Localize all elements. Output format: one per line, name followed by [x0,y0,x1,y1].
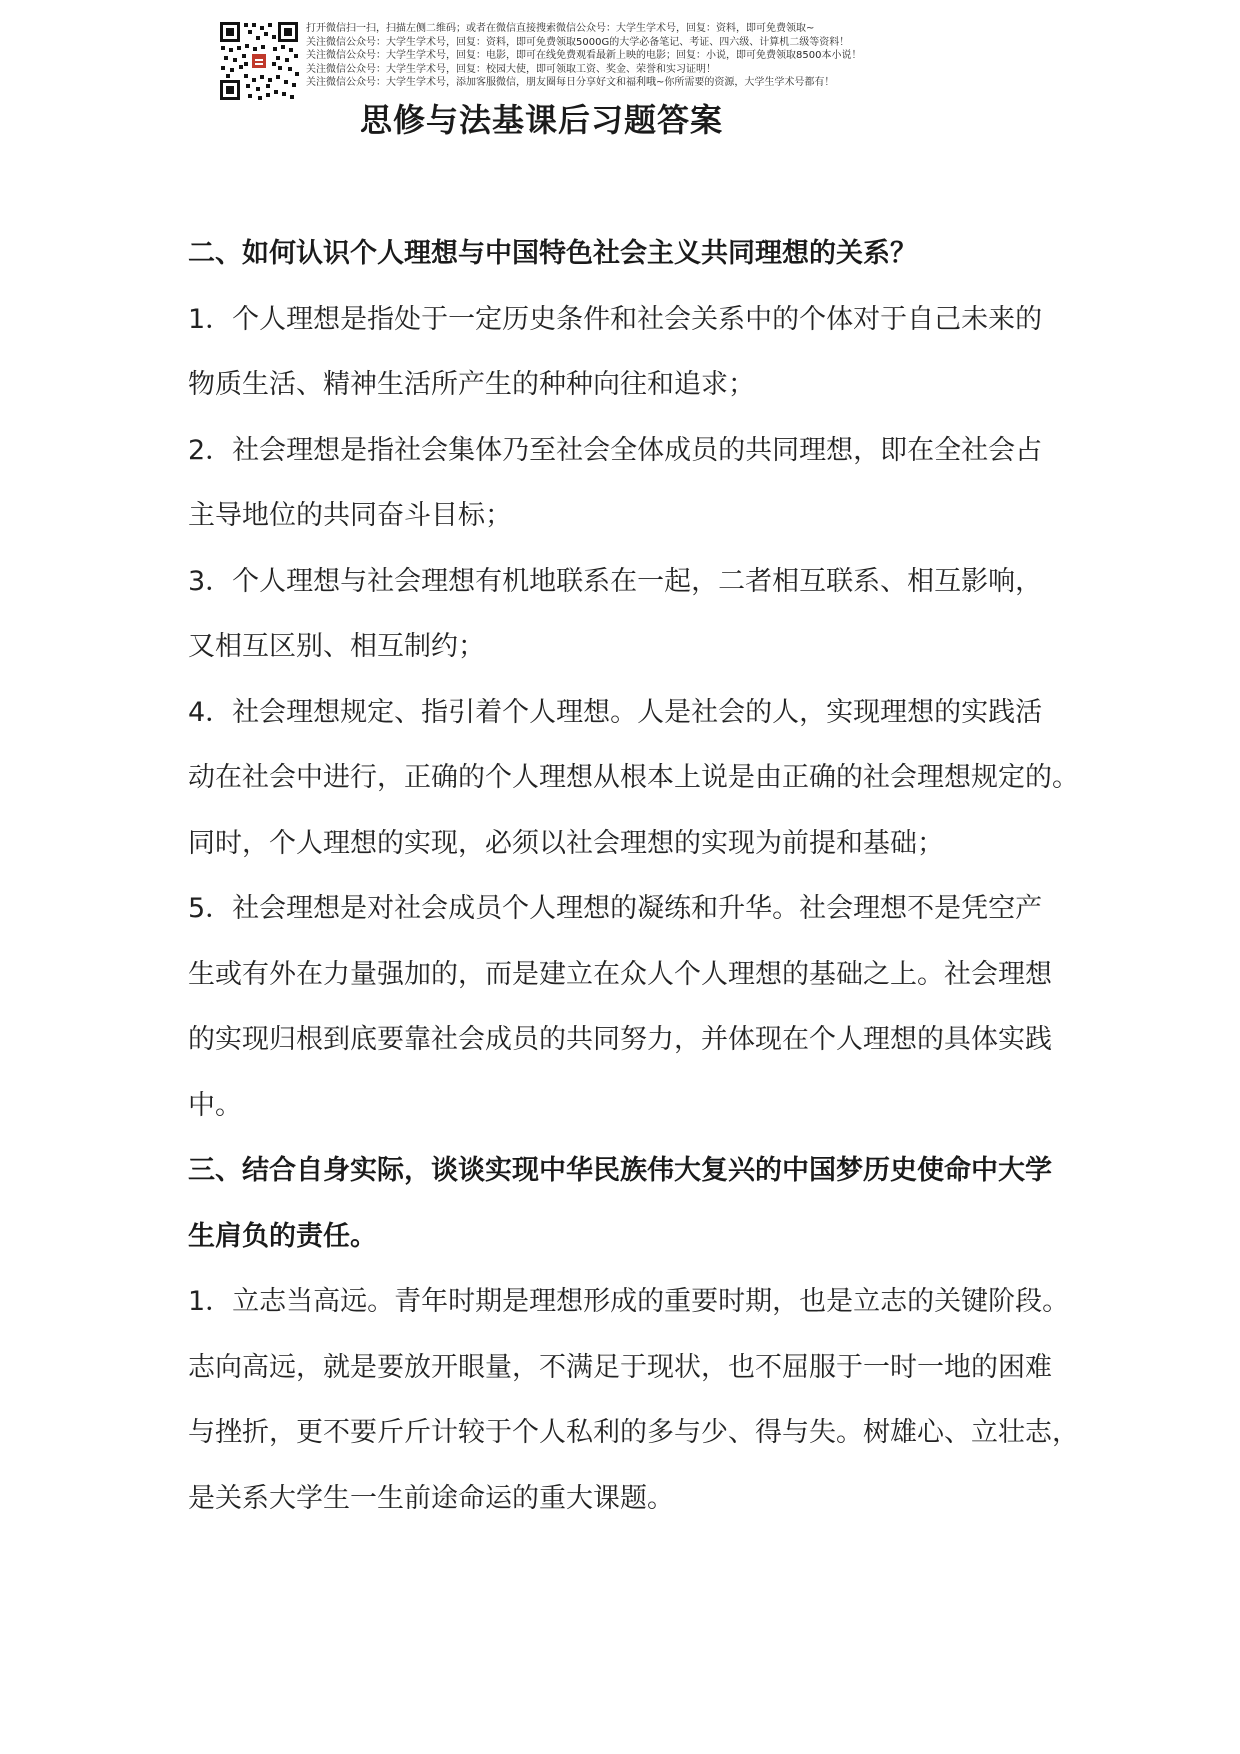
qr-code-image [218,20,300,102]
answer-text-line: 3．个人理想与社会理想有机地联系在一起，二者相互联系、相互影响， [188,565,1043,597]
answer-text-line: 中。 [188,1089,242,1121]
answer-text-line: 志向高远，就是要放开眼量，不满足于现状，也不屈服于一时一地的困难 [188,1351,1052,1383]
answer-text-line: 同时，个人理想的实现，必须以社会理想的实现为前提和基础； [188,827,944,859]
answer-text-line: 4．社会理想规定、指引着个人理想。人是社会的人，实现理想的实践活 [188,696,1043,728]
question-heading-line: 生肩负的责任。 [188,1220,377,1252]
answer-text-line: 的实现归根到底要靠社会成员的共同努力，并体现在个人理想的具体实践 [188,1024,1052,1055]
answer-text-line: 1．个人理想是指处于一定历史条件和社会关系中的个体对于自己未来的 [188,303,1043,335]
promo-line: 关注微信公众号：大学生学术号，回复：电影，即可在线免费观看最新上映的电影；回复：小说，即可免费领取8500本小说！ [306,50,862,61]
answer-text-line: 2．社会理想是指社会集体乃至社会全体成员的共同理想，即在全社会占 [188,434,1043,466]
question-heading-line: 二、如何认识个人理想与中国特色社会主义共同理想的关系？ [188,238,917,269]
promo-header [218,20,998,102]
answer-text-line: 主导地位的共同奋斗目标； [188,500,512,531]
promo-line: 关注微信公众号：大学生学术号，添加客服微信，朋友圈每日分享好文和福利哦~你所需要的资源，大学生学术号都有！ [306,77,835,88]
answer-text-line: 5．社会理想是对社会成员个人理想的凝练和升华。社会理想不是凭空产 [188,893,1043,924]
answer-text-line: 1．立志当高远。青年时期是理想形成的重要时期，也是立志的关键阶段。 [188,1286,1070,1317]
answer-text-line: 动在社会中进行，正确的个人理想从根本上说是由正确的社会理想规定的。 [188,762,1079,793]
document-body [188,221,1088,1531]
promo-line: 打开微信扫一扫，扫描左侧二维码；或者在微信直接搜索微信公众号：大学生学术号，回复：资料，即可免费领取~ [306,23,815,34]
answer-text-line: 又相互区别、相互制约； [188,631,485,662]
answer-text-line: 与挫折，更不要斤斤计较于个人私利的多与少、得与失。树雄心、立壮志， [188,1417,1079,1448]
answer-text-line: 是关系大学生一生前途命运的重大课题。 [188,1482,674,1514]
promo-line: 关注微信公众号：大学生学术号，回复：资料，即可免费领取5000G的大学必备笔记、考证、四六级、计算机二级等资料！ [306,36,850,48]
promo-line: 关注微信公众号：大学生学术号，回复：校园大使，即可领取工资、奖金、荣誉和实习证明！ [306,63,716,75]
promo-text-block [306,22,1006,90]
question-heading-line: 三、结合自身实际，谈谈实现中华民族伟大复兴的中国梦历史使命中大学 [188,1155,1052,1186]
answer-text-line: 物质生活、精神生活所产生的种种向往和追求； [188,369,755,400]
answer-text-line: 生或有外在力量强加的，而是建立在众人个人理想的基础之上。社会理想 [188,958,1052,990]
document-title: 思修与法基课后习题答案 [360,101,724,139]
